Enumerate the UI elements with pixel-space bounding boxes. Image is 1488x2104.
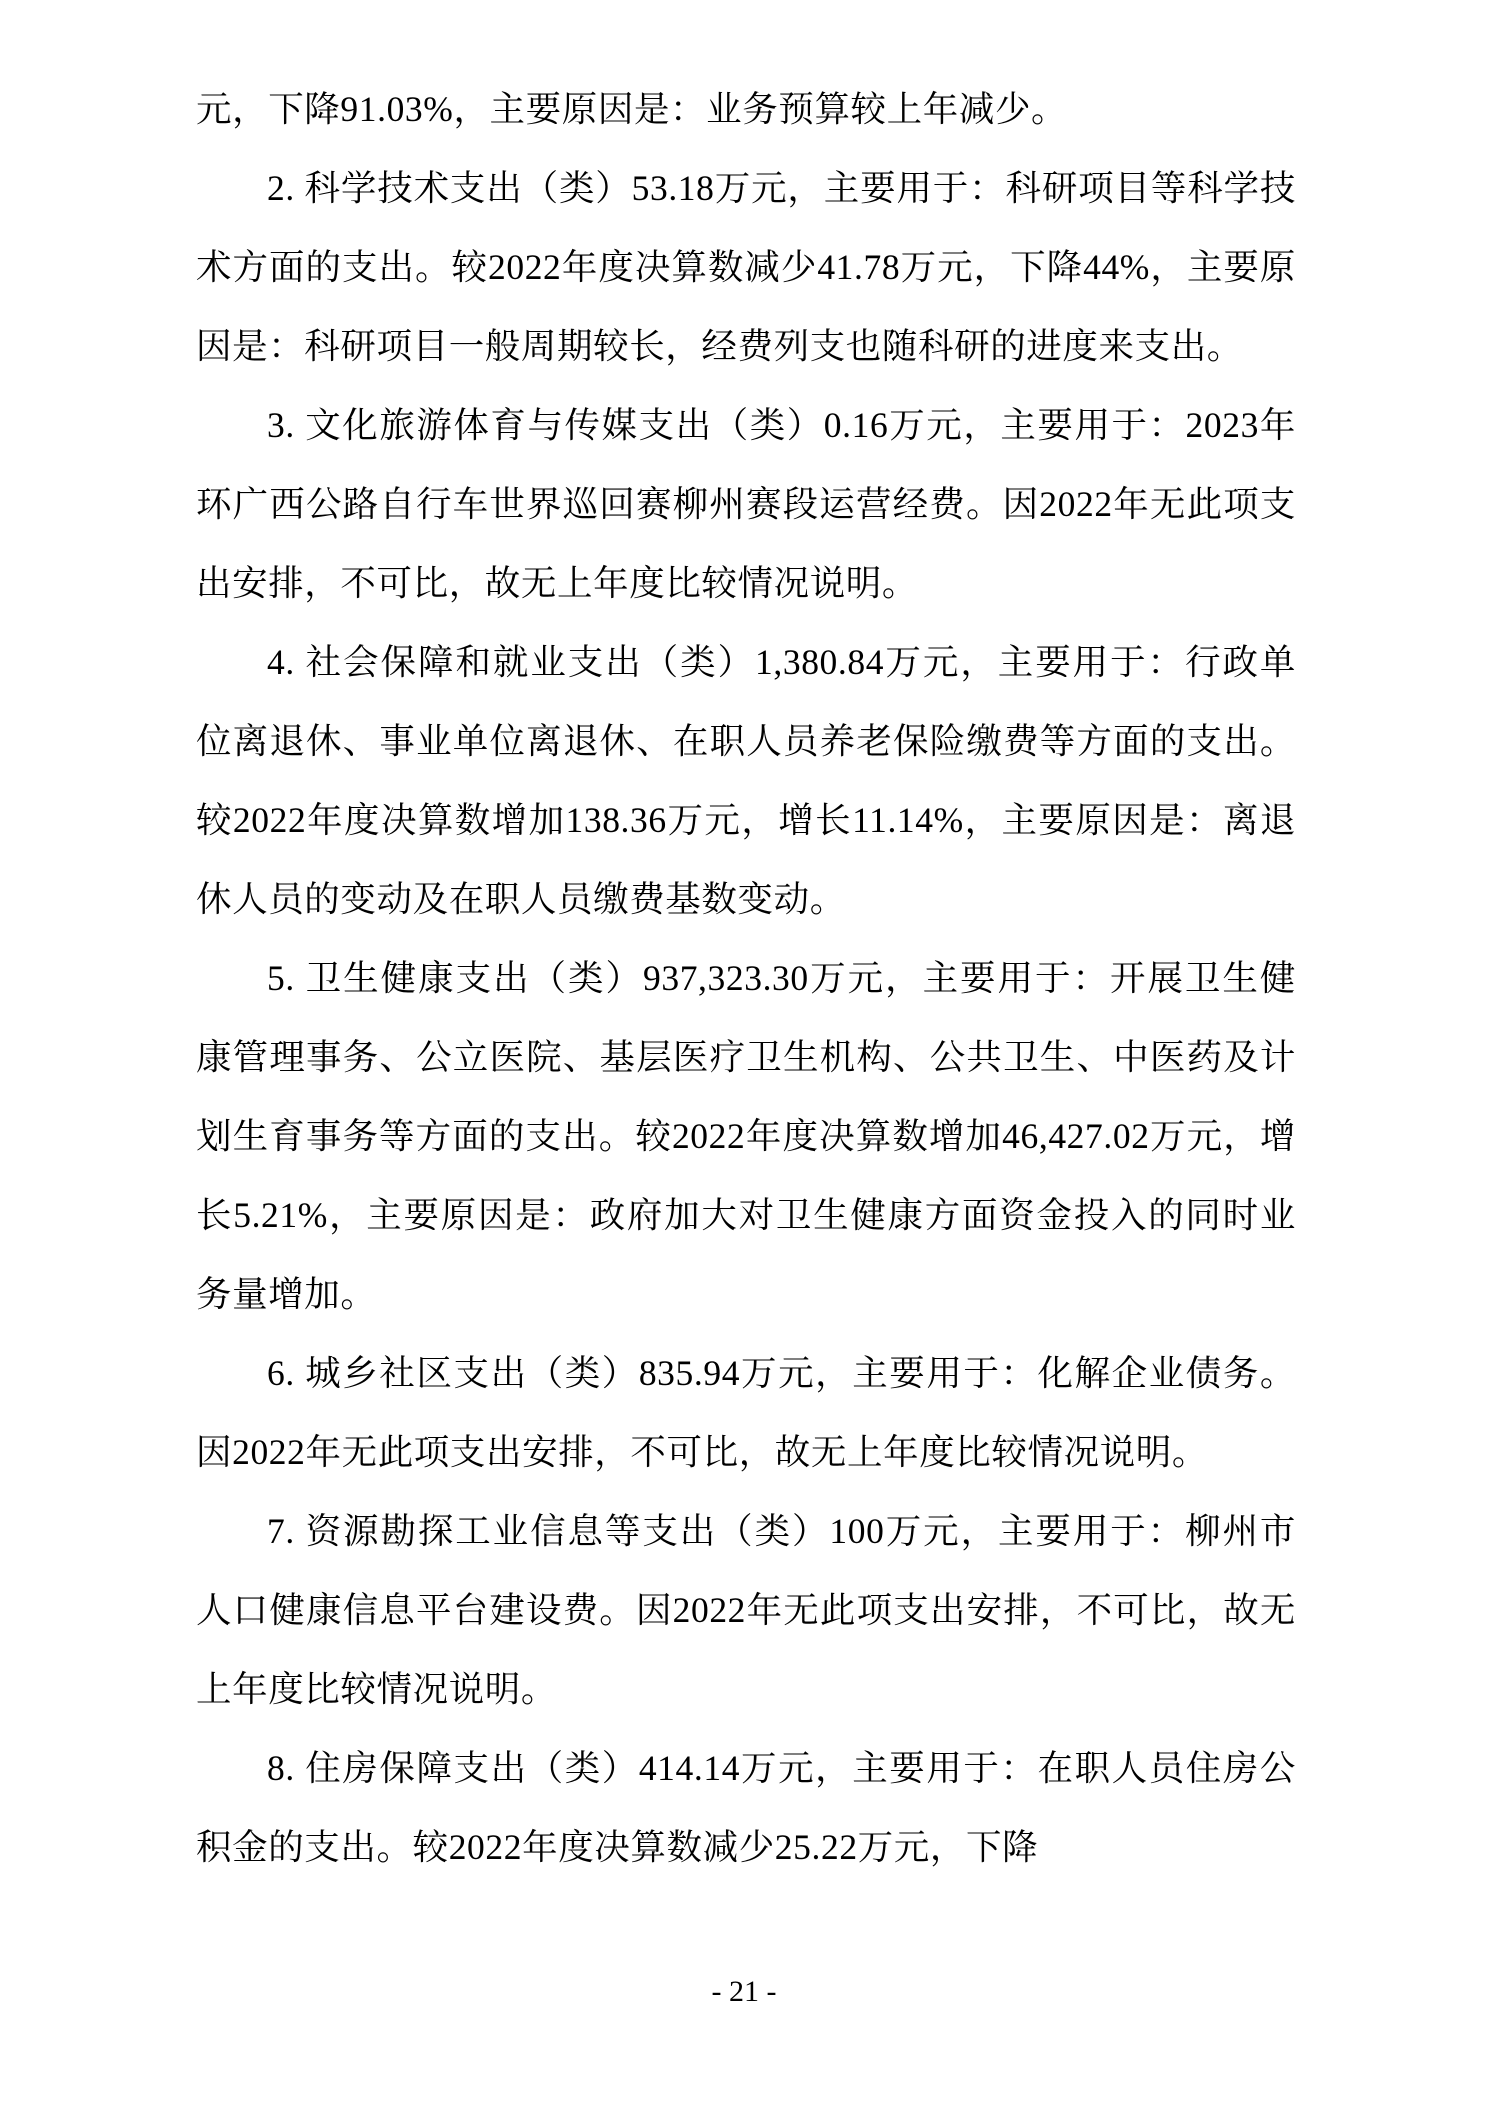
paragraph-item-2: 2. 科学技术支出（类）53.18万元，主要用于：科研项目等科学技术方面的支出。较2022年度决算数减少41.78万元，下降44%，主要原因是：科研项目一般周期较长，经费列支也随科研的进度来支出。 — [196, 168, 1296, 366]
page-body — [196, 70, 1296, 1887]
paragraph-item-6: 6. 城乡社区支出（类）835.94万元，主要用于：化解企业债务。因2022年无此项支出安排，不可比，故无上年度比较情况说明。 — [196, 1353, 1296, 1472]
paragraph-item-5: 5. 卫生健康支出（类）937,323.30万元，主要用于：开展卫生健康管理事务、公立医院、基层医疗卫生机构、公共卫生、中医药及计划生育事务等方面的支出。较2022年度决算数增加46,427.02万元，增长5.21%，主要原因是：政府加大对卫生健康方面资金投入的同时业务量增加。 — [196, 958, 1296, 1314]
paragraph-item-7: 7. 资源勘探工业信息等支出（类）100万元，主要用于：柳州市人口健康信息平台建设费。因2022年无此项支出安排，不可比，故无上年度比较情况说明。 — [196, 1511, 1296, 1709]
paragraph-item-4: 4. 社会保障和就业支出（类）1,380.84万元，主要用于：行政单位离退休、事业单位离退休、在职人员养老保险缴费等方面的支出。较2022年度决算数增加138.36万元，增长11.14%，主要原因是：离退休人员的变动及在职人员缴费基数变动。 — [196, 642, 1296, 919]
page-number: - 21 - — [711, 1975, 777, 2008]
paragraph-item-3: 3. 文化旅游体育与传媒支出（类）0.16万元，主要用于：2023年环广西公路自行车世界巡回赛柳州赛段运营经费。因2022年无此项支出安排，不可比，故无上年度比较情况说明。 — [196, 405, 1296, 603]
paragraph-item-8: 8. 住房保障支出（类）414.14万元，主要用于：在职人员住房公积金的支出。较2022年度决算数减少25.22万元，下降 — [196, 1748, 1296, 1867]
paragraph-continued: 元，下降91.03%，主要原因是：业务预算较上年减少。 — [196, 89, 1068, 129]
